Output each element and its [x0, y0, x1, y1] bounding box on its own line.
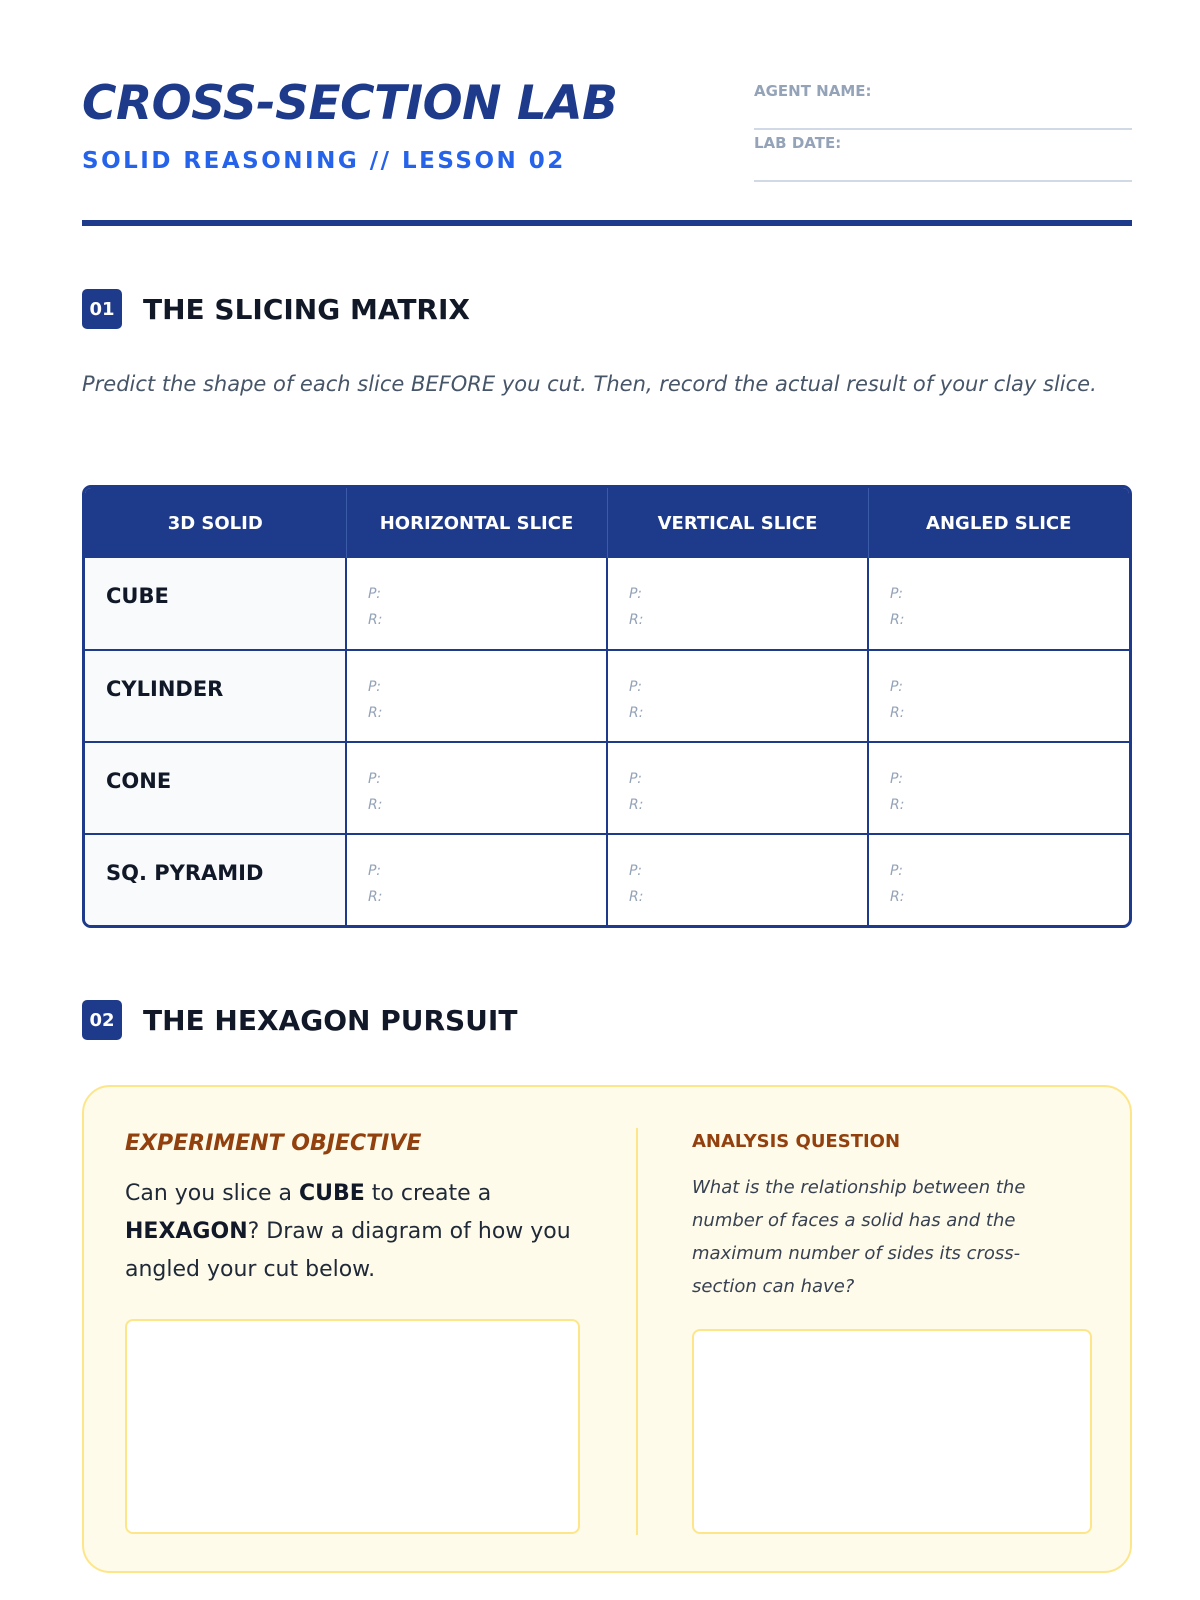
answer-cell[interactable]	[607, 650, 868, 742]
answer-cell[interactable]	[868, 558, 1129, 650]
panel-divider	[636, 1128, 638, 1535]
agent-name-label: AGENT NAME:	[754, 82, 872, 100]
result-label: R:	[368, 612, 383, 628]
analysis-question: What is the relationship between the number of faces a solid has and the maximum number of sides its cross-section can have?	[692, 1177, 1026, 1297]
header-divider	[82, 220, 1132, 226]
predict-label: P:	[368, 771, 381, 787]
section-2-title: THE HEXAGON PURSUIT	[143, 1003, 518, 1037]
diagram-drawing-area[interactable]	[125, 1319, 580, 1534]
result-label: R:	[368, 705, 383, 721]
predict-label: P:	[890, 771, 903, 787]
section-1-instructions: Predict the shape of each slice BEFORE you cut. Then, record the actual result of your clay slice.	[82, 372, 1097, 396]
answer-cell[interactable]	[868, 834, 1129, 926]
column-header: HORIZONTAL SLICE	[346, 488, 607, 558]
page-title: CROSS-SECTION LAB	[82, 76, 618, 131]
result-label: R:	[368, 889, 383, 905]
result-label: R:	[629, 889, 644, 905]
result-label: R:	[890, 889, 905, 905]
student-fields	[754, 78, 1132, 182]
answer-cell[interactable]	[607, 558, 868, 650]
objective-text-part: ? Draw a diagram of how you angled your cut below.	[125, 1219, 571, 1282]
table-row	[85, 742, 1129, 834]
section-1-badge: 01	[82, 289, 122, 329]
predict-label: P:	[629, 679, 642, 695]
lab-date-field[interactable]	[754, 130, 1132, 182]
column-header: ANGLED SLICE	[868, 488, 1129, 558]
answer-cell[interactable]	[346, 742, 607, 834]
predict-label: P:	[629, 586, 642, 602]
predict-label: P:	[368, 863, 381, 879]
answer-cell[interactable]	[346, 650, 607, 742]
predict-label: P:	[629, 863, 642, 879]
result-label: R:	[629, 612, 644, 628]
result-label: R:	[629, 797, 644, 813]
result-label: R:	[629, 705, 644, 721]
table-header-row	[85, 488, 1129, 558]
answer-cell[interactable]	[607, 742, 868, 834]
hexagon-pursuit-panel	[82, 1085, 1132, 1573]
answer-cell[interactable]	[607, 834, 868, 926]
answer-cell[interactable]	[346, 834, 607, 926]
header	[82, 0, 1132, 230]
page-subtitle: SOLID REASONING // LESSON 02	[82, 148, 566, 174]
objective-title: EXPERIMENT OBJECTIVE	[125, 1131, 422, 1156]
table-row	[85, 558, 1129, 650]
predict-label: P:	[368, 586, 381, 602]
solid-name: CONE	[85, 742, 346, 834]
slicing-table	[85, 488, 1129, 926]
worksheet-page	[82, 0, 1132, 1297]
predict-label: P:	[890, 679, 903, 695]
predict-label: P:	[890, 586, 903, 602]
objective-keyword-hexagon: HEXAGON	[125, 1219, 248, 1244]
solid-name: CUBE	[85, 558, 346, 650]
result-label: R:	[368, 797, 383, 813]
result-label: R:	[890, 612, 905, 628]
solid-name: CYLINDER	[85, 650, 346, 742]
result-label: R:	[890, 797, 905, 813]
column-header: 3D SOLID	[85, 488, 346, 558]
slicing-matrix	[82, 485, 1132, 928]
section-2-header	[82, 1000, 517, 1040]
solid-name: SQ. PYRAMID	[85, 834, 346, 926]
objective-keyword-cube: CUBE	[298, 1181, 365, 1206]
objective-text-part: to create a	[364, 1181, 492, 1206]
answer-cell[interactable]	[346, 558, 607, 650]
predict-label: P:	[890, 863, 903, 879]
answer-cell[interactable]	[868, 742, 1129, 834]
result-label: R:	[890, 705, 905, 721]
predict-label: P:	[629, 771, 642, 787]
objective-text	[125, 1175, 595, 1289]
analysis-answer-area[interactable]	[692, 1329, 1092, 1534]
agent-name-field[interactable]	[754, 78, 1132, 130]
predict-label: P:	[368, 679, 381, 695]
section-1-title: THE SLICING MATRIX	[143, 292, 470, 326]
analysis-title: ANALYSIS QUESTION	[692, 1131, 901, 1152]
answer-cell[interactable]	[868, 650, 1129, 742]
table-row	[85, 650, 1129, 742]
table-row	[85, 834, 1129, 926]
column-header: VERTICAL SLICE	[607, 488, 868, 558]
objective-text-part: Can you slice a	[125, 1181, 299, 1206]
section-1-header	[82, 289, 470, 329]
section-2-badge: 02	[82, 1000, 122, 1040]
lab-date-label: LAB DATE:	[754, 134, 842, 152]
